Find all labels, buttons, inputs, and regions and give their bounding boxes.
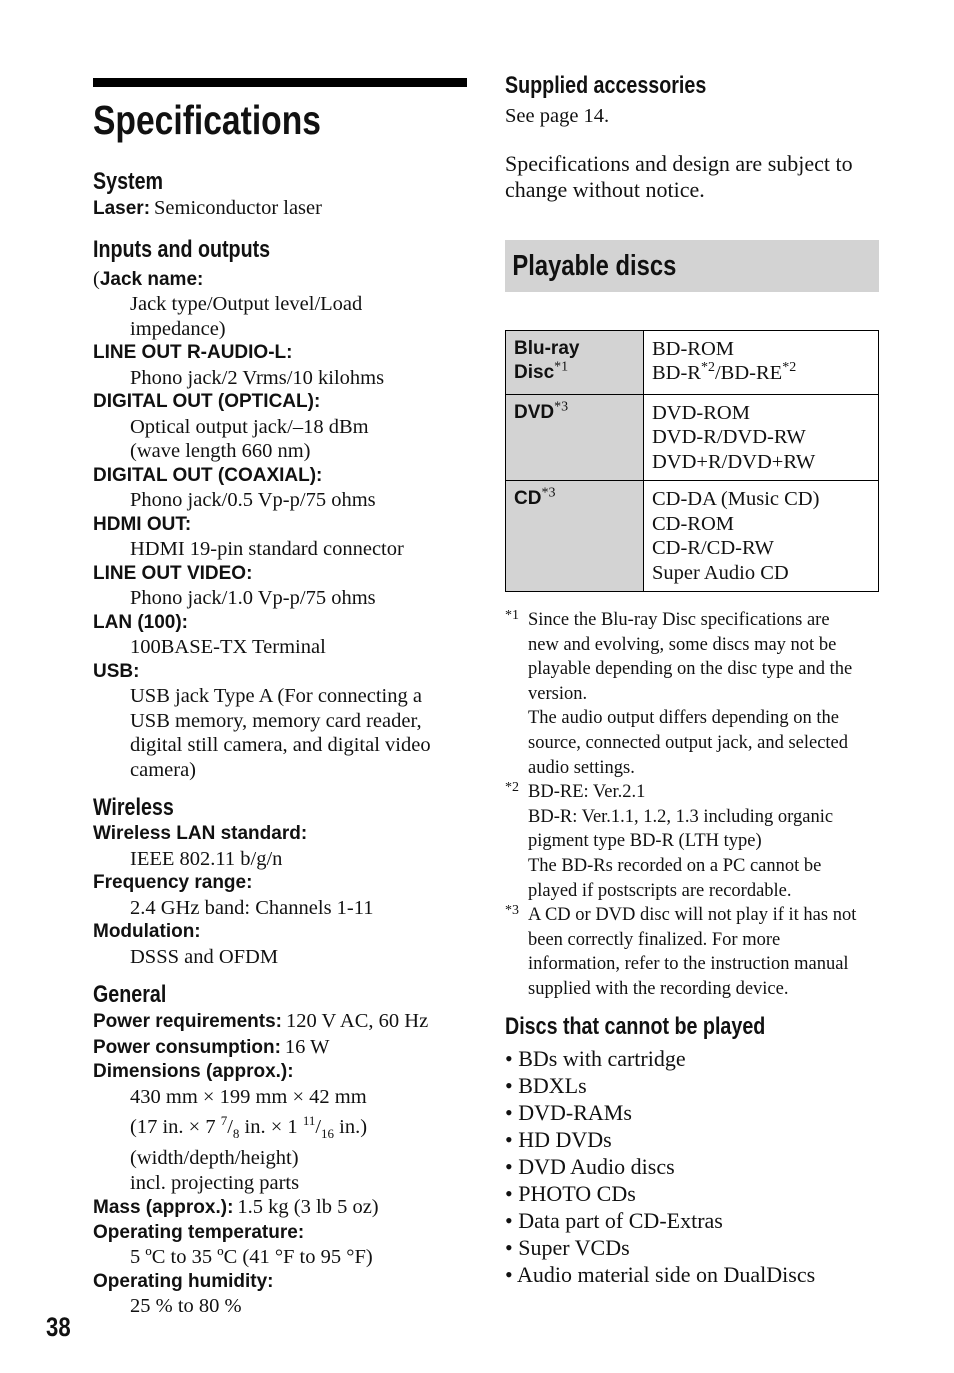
list-item: • BDXLs [505, 1072, 587, 1098]
footnote-mark: *3 [505, 903, 519, 919]
spec-value: (wave length 660 nm) [130, 440, 311, 462]
notice-text [505, 151, 879, 203]
io-heading-wrap [93, 236, 467, 264]
footnote-line: played if postscripts are recordable. [528, 880, 792, 901]
laser-label: Laser: [93, 198, 151, 219]
left-column [93, 78, 467, 1319]
page-title-wrap [93, 95, 467, 145]
spec-value: USB jack Type A (For connecting a [130, 685, 422, 707]
footnote-ref: *3 [541, 485, 556, 501]
disc-type-cd [506, 481, 644, 592]
footnote-line: playable depending on the disc type and the [528, 659, 853, 680]
disc-list-cd [644, 481, 879, 592]
io-legend-label: Jack name: [99, 268, 204, 290]
spec-label-lan: LAN (100): [93, 611, 189, 633]
footnote-line: BD-R: Ver.1.1, 1.2, 1.3 including organic [528, 806, 834, 827]
dimensions-label: Dimensions (approx.): [93, 1061, 294, 1082]
disc-type-name: Disc [514, 361, 555, 383]
disc-list-dvd [644, 394, 879, 481]
power-requirements-value: 120 V AC, 60 Hz [286, 1010, 429, 1032]
disc-format: DVD-ROM [652, 401, 750, 424]
page-title: Specifications [93, 97, 321, 143]
footnote-line: version. [528, 683, 588, 704]
dimensions-imperial [130, 1109, 467, 1146]
page-number: 38 [46, 1312, 71, 1342]
disc-list-bluray [644, 330, 879, 394]
disc-format-text: /BD-RE [714, 362, 783, 384]
list-item: • Data part of CD-Extras [505, 1208, 723, 1234]
operating-humidity-label: Operating humidity: [93, 1270, 274, 1292]
list-item: • BDs with cartridge [505, 1045, 686, 1071]
accessories-heading: Supplied accessories [505, 72, 707, 99]
power-requirements-label: Power requirements: [93, 1011, 282, 1032]
spec-label-line-out-audio: LINE OUT R-AUDIO-L: [93, 342, 293, 363]
disc-format: CD-DA (Music CD) [652, 488, 820, 510]
spec-value: Phono jack/0.5 Vp-p/75 ohms [130, 489, 376, 511]
footnote-ref: *2 [700, 360, 715, 376]
spec-label-wireless-lan: Wireless LAN standard: [93, 823, 308, 844]
laser-spec [93, 196, 467, 222]
spec-label-modulation: Modulation: [93, 921, 201, 942]
footnote-ref: *2 [782, 360, 797, 376]
footnote-mark: *1 [505, 608, 519, 623]
dimensions-values [93, 1085, 467, 1196]
footnote-2 [505, 780, 879, 903]
dim-text: (17 in. × 7 [130, 1115, 221, 1138]
disc-format-text: BD-R [652, 362, 701, 384]
io-legend-paren: ( [93, 267, 100, 290]
system-heading: System [93, 168, 164, 195]
dim-text: in.) [334, 1115, 368, 1138]
spec-value: DSSS and OFDM [130, 945, 279, 968]
disc-format: CD-R/CD-RW [652, 537, 774, 559]
disc-format [652, 361, 870, 386]
footnote-line: been correctly finalized. For more [528, 929, 781, 950]
operating-temperature-value: 5 ºC to 35 ºC (41 °F to 95 °F) [130, 1246, 373, 1269]
playable-discs-header [505, 240, 879, 292]
disc-format: BD-ROM [652, 337, 735, 360]
wireless-heading: Wireless [93, 794, 174, 821]
dim-frac-den: 8 [232, 1125, 240, 1141]
mass-spec [93, 1195, 467, 1221]
title-rule [93, 78, 467, 87]
disc-format: DVD+R/DVD+RW [652, 450, 816, 473]
footnotes [505, 608, 879, 1002]
spec-label-digital-optical: DIGITAL OUT (OPTICAL): [93, 391, 321, 412]
disc-format: DVD-R/DVD-RW [652, 426, 806, 448]
disc-type-name-line2 [514, 361, 635, 385]
wireless-heading-wrap [93, 794, 467, 822]
table-row [506, 330, 879, 394]
footnote-line: pigment type BD-R (LTH type) [528, 831, 762, 852]
io-legend-desc [93, 292, 467, 341]
footnote-line: BD-RE: Ver.2.1 [528, 782, 646, 803]
power-consumption-value: 16 W [284, 1035, 330, 1058]
accessories-text: See page 14. [505, 105, 610, 127]
footnote-line: audio settings. [528, 757, 635, 778]
footnote-line: source, connected output jack, and selected [528, 732, 849, 753]
io-legend-line: Jack type/Output level/Load [130, 293, 363, 315]
spec-value: Optical output jack/–18 dBm [130, 415, 369, 438]
disc-type-name: Blu-ray [514, 337, 580, 359]
footnote-mark: *2 [505, 780, 519, 796]
disc-format: CD-ROM [652, 512, 735, 535]
io-legend-line: impedance) [130, 317, 226, 340]
footnote-ref: *3 [554, 399, 569, 415]
table-row [506, 394, 879, 481]
page-number-wrap [46, 1312, 76, 1343]
list-item: • Audio material side on DualDiscs [505, 1262, 816, 1288]
spec-value: Phono jack/1.0 Vp-p/75 ohms [130, 587, 376, 609]
dimensions-note: (width/depth/height) [130, 1147, 299, 1170]
spec-value: HDMI 19-pin standard connector [130, 538, 404, 560]
disc-type-bluray [506, 330, 644, 394]
footnote-line: information, refer to the instruction manual [528, 954, 849, 975]
dim-frac-den: 16 [321, 1125, 335, 1141]
power-consumption-label: Power consumption: [93, 1036, 281, 1058]
notice-line: Specifications and design are subject to [505, 150, 853, 176]
dim-slash: / [227, 1115, 233, 1138]
cannot-play-list [505, 1045, 879, 1289]
disc-format: Super Audio CD [652, 561, 789, 584]
spec-label-frequency: Frequency range: [93, 872, 253, 893]
general-heading: General [93, 981, 167, 1008]
spec-value: Phono jack/2 Vrms/10 kilohms [130, 366, 385, 389]
table-row [506, 481, 879, 592]
right-column [505, 72, 879, 1288]
mass-label: Mass (approx.): [93, 1197, 234, 1219]
general-heading-wrap [93, 981, 467, 1009]
playable-discs-heading: Playable discs [512, 249, 677, 282]
spec-label-digital-coaxial: DIGITAL OUT (COAXIAL): [93, 464, 323, 486]
list-item: • PHOTO CDs [505, 1180, 636, 1206]
io-heading: Inputs and outputs [93, 235, 271, 263]
footnote-ref: *1 [554, 359, 569, 375]
playable-discs-table [505, 330, 879, 593]
io-legend [93, 267, 467, 293]
spec-value: 100BASE-TX Terminal [130, 636, 326, 658]
accessories-heading-wrap [505, 72, 879, 100]
dimensions-note: incl. projecting parts [130, 1171, 300, 1194]
laser-value: Semiconductor laser [154, 197, 322, 219]
spec-value: USB memory, memory card reader, [130, 709, 422, 732]
footnote-1 [505, 608, 879, 780]
spec-label-line-out-video: LINE OUT VIDEO: [93, 562, 253, 584]
dimensions-metric: 430 mm × 199 mm × 42 mm [130, 1085, 367, 1108]
spec-label-hdmi-out: HDMI OUT: [93, 513, 192, 535]
spec-value: IEEE 802.11 b/g/n [130, 847, 283, 870]
dim-slash: / [315, 1115, 322, 1138]
disc-type-name: DVD [514, 401, 555, 423]
footnote-line: The audio output differs depending on the [528, 708, 840, 729]
mass-value: 1.5 kg (3 lb 5 oz) [237, 1196, 379, 1219]
list-item: • HD DVDs [505, 1126, 612, 1152]
footnote-line: The BD-Rs recorded on a PC cannot be [528, 855, 822, 876]
footnote-line: Since the Blu-ray Disc specifications are [528, 610, 830, 630]
operating-humidity-value: 25 % to 80 % [130, 1295, 242, 1318]
system-heading-wrap [93, 168, 467, 196]
cannot-play-heading-wrap [505, 1013, 879, 1041]
disc-type-dvd [506, 394, 644, 481]
footnote-line: new and evolving, some discs may not be [528, 634, 837, 655]
dim-text: in. × 1 [239, 1115, 303, 1138]
dim-frac-num: 11 [302, 1113, 316, 1128]
operating-temperature-label: Operating temperature: [93, 1221, 305, 1243]
footnote-line: supplied with the recording device. [528, 978, 789, 999]
power-consumption-spec [93, 1035, 467, 1061]
list-item: • Super VCDs [505, 1235, 630, 1261]
spec-label-usb: USB: [93, 660, 140, 682]
footnote-3 [505, 903, 879, 1001]
spec-value: 2.4 GHz band: Channels 1-11 [130, 896, 374, 919]
dim-frac-num: 7 [220, 1113, 228, 1128]
cannot-play-heading: Discs that cannot be played [505, 1012, 766, 1040]
spec-value: camera) [130, 758, 196, 781]
spec-value: digital still camera, and digital video [130, 734, 431, 756]
power-requirements-spec [93, 1009, 467, 1035]
footnote-line: A CD or DVD disc will not play if it has not [528, 905, 857, 926]
list-item: • DVD Audio discs [505, 1153, 675, 1179]
list-item: • DVD-RAMs [505, 1099, 632, 1125]
notice-line: change without notice. [505, 176, 705, 202]
disc-type-name: CD [514, 488, 542, 509]
